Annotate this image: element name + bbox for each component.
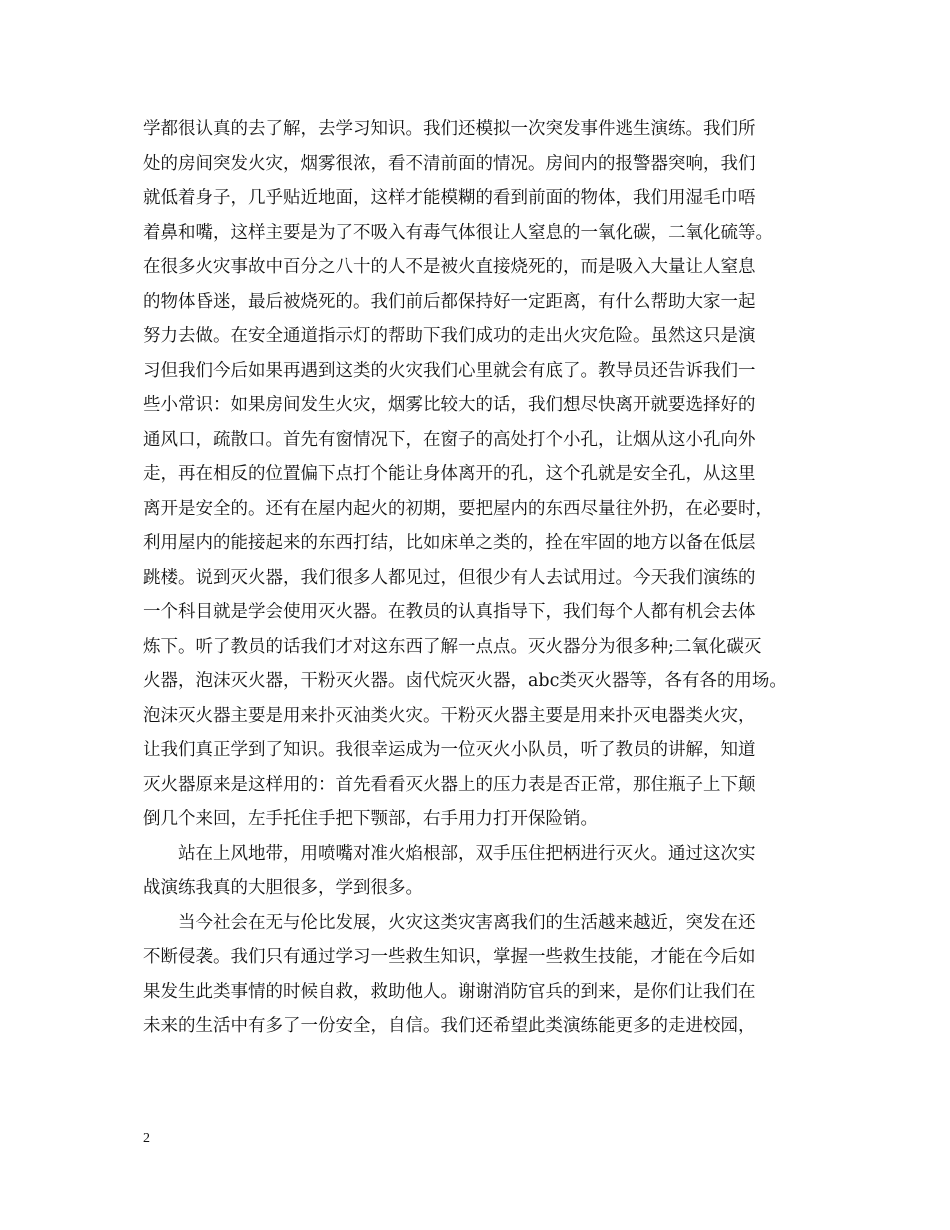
text-line: 倒几个来回，左手托住手把下颚部，右手用力打开保险销。	[143, 809, 598, 829]
text-line: 些小常识：如果房间发生火灾，烟雾比较大的话，我们想尽快离开就要选择好的	[143, 395, 756, 415]
text-line: 果发生此类事情的时候自救，救助他人。谢谢消防官兵的到来，是你们让我们在	[143, 981, 756, 1002]
text-line: 不断侵袭。我们只有通过学习一些救生知识，掌握一些救生技能，才能在今后如	[143, 947, 756, 967]
text-line: 通风口，疏散口。首先有窗情况下，在窗子的高处打个小孔，让烟从这小孔向外	[143, 429, 756, 450]
body-text	[143, 112, 823, 1044]
text-line: 就低着身子，几乎贴近地面，这样才能模糊的看到前面的物体，我们用湿毛巾唔	[143, 188, 756, 208]
text-line: 未来的生活中有多了一份安全，自信。我们还希望此类演练能更多的走进校园，	[143, 1016, 756, 1036]
text-line: 的物体昏迷，最后被烧死的。我们前后都保持好一定距离，有什么帮助大家一起	[143, 291, 756, 312]
text-line: 火器，泡沫灭火器，干粉灭火器。卤代烷灭火器，abc类灭火器等，各有各的用场。	[143, 671, 787, 691]
text-line: 灭火器原来是这样用的：首先看看灭火器上的压力表是否正常，那住瓶子上下颠	[143, 774, 756, 795]
page-number: 2	[143, 1131, 150, 1146]
text-line: 利用屋内的能接起来的东西打结，比如床单之类的，拴在牢固的地方以备在低层	[143, 533, 756, 553]
paragraph-first-line: 站在上风地带，用喷嘴对准火焰根部，双手压住把柄进行灭火。通过这次实	[178, 843, 756, 864]
text-line: 跳楼。说到灭火器，我们很多人都见过，但很少有人去试用过。今天我们演练的	[143, 567, 756, 588]
text-line: 在很多火灾事故中百分之八十的人不是被火直接烧死的，而是吸入大量让人窒息	[143, 257, 756, 277]
text-line: 让我们真正学到了知识。我很幸运成为一位灭火小队员，听了教员的讲解，知道	[143, 740, 756, 760]
text-line: 炼下。听了教员的话我们才对这东西了解一点点。灭火器分为很多种;二氧化碳灭	[143, 636, 762, 657]
text-line: 一个科目就是学会使用灭火器。在教员的认真指导下，我们每个人都有机会去体	[143, 602, 756, 622]
text-line: 离开是安全的。还有在屋内起火的初期，要把屋内的东西尽量往外扔，在必要时，	[143, 498, 773, 519]
text-line: 学都很认真的去了解，去学习知识。我们还模拟一次突发事件逃生演练。我们所	[143, 119, 756, 139]
text-line: 泡沫灭火器主要是用来扑灭油类火灾。干粉灭火器主要是用来扑灭电器类火灾，	[143, 705, 756, 726]
text-line: 努力去做。在安全通道指示灯的帮助下我们成功的走出火灾危险。虽然这只是演	[143, 326, 756, 346]
text-line: 走，再在相反的位置偏下点打个能让身体离开的孔，这个孔就是安全孔，从这里	[143, 464, 756, 484]
text-line: 习但我们今后如果再遇到这类的火灾我们心里就会有底了。教导员还告诉我们一	[143, 360, 756, 381]
text-line: 处的房间突发火灾，烟雾很浓，看不清前面的情况。房间内的报警器突响，我们	[143, 153, 756, 174]
text-line: 着鼻和嘴，这样主要是为了不吸入有毒气体很让人窒息的一氧化碳，二氧化硫等。	[143, 222, 773, 243]
text-line: 战演练我真的大胆很多，学到很多。	[143, 878, 423, 898]
paragraph-first-line: 当今社会在无与伦比发展，火灾这类灾害离我们的生活越来越近，突发在还	[178, 912, 756, 933]
